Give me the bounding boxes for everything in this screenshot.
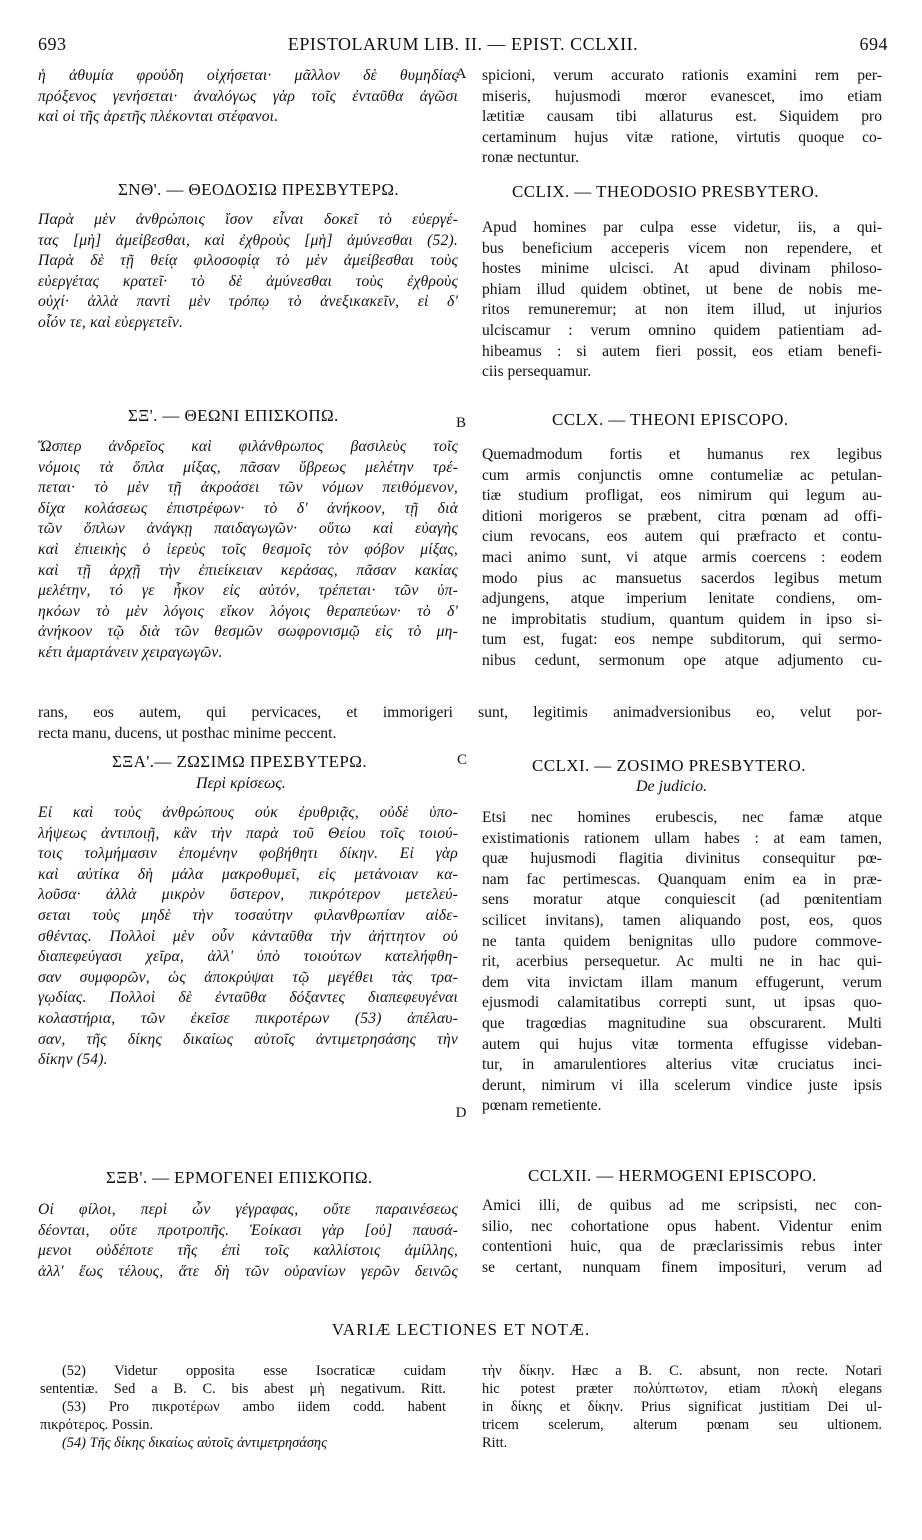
latin-line: ciis persequamur. [482,363,592,381]
greek-line: σαν, τῆς δίκης δικαίως αὐτοῖς ἀντιμετρησάσης τὴν [38,1030,458,1048]
latin-line: tiæ studium profligat, eos nimirum qui legum au- [482,487,882,505]
greek-line: κέτι ἁμαρτάνειν χειραγωγῶν. [38,643,223,661]
latin-heading-259: CCLIX. — THEODOSIO PRESBYTERO. [512,182,819,201]
latin-line: Apud homines par culpa esse videtur, iis, a qui- [482,219,882,236]
note-line: in δίκης et δίκην. Prius significat justitiam Dei ul- [482,1399,882,1415]
greek-line: μελέτην, τό γε ἧκον εἰς αὐτόν, τρέπεται· τῶν ὑπ- [38,582,458,600]
latin-line: dem vita invictam illam manum effugerunt, verum [482,973,882,991]
latin-line: ne tanta quidem benignitas ullo pudore commove- [482,932,882,950]
latin-intro-line: ronæ nectuntur. [482,149,580,167]
greek-line: Ὥσπερ ἀνδρεῖος καὶ φιλάνθρωπος βασιλεὺς τοῖς [38,438,458,455]
latin-text-262 [482,1196,882,1278]
latin-line: Quemadmodum fortis et humanus rex legibus [482,446,882,463]
greek-intro-line: καὶ οἱ τῆς ἀρετῆς πλέκονται στέφανοι. [38,108,279,126]
greek-line: δέονται, οὔτε προτροπῆς. Ἐοίκασι γὰρ [οὐ] παυσά- [38,1221,458,1239]
latin-heading-261: CCLXI. — ZOSIMO PRESBYTERO. [532,756,806,775]
greek-line: σθέντας. Πολλοὶ μὲν οὖν κἀνταῦθα τὴν ἀήττητον οὐ [38,927,458,945]
latin-line: ditioni morigeros se præbent, citra pœnam ad offi- [482,507,882,525]
latin-heading-260: CCLX. — THEONI EPISCOPO. [552,410,789,429]
latin-line: scilicet invitans), tamen aliquando post, eos, quos [482,911,882,929]
greek-line: δίχα κολάσεως ἐπιστρέφων· τὸ δ' ἀνήκοον, τῇ διὰ [38,499,458,517]
note-line: (52) Videtur opposita esse Isocraticæ cuidam [62,1363,446,1379]
latin-line: ritos remuneremur; at non item illud, ut injurios [482,301,882,319]
latin-line: se certant, nunquam finem impositurі, verum ad [482,1258,882,1276]
greek-line: νόμοις τὰ ὅπλα μίξας, πᾶσαν ὕβρεως μελέτην τρέ- [38,458,458,476]
greek-line: Παρὰ δὲ τῇ θείᾳ φιλοσοφίᾳ τὸ μὲν ἀμείβεσθαι τοὺς [38,252,458,270]
latin-line: phiam illud quidem obtinet, ut bene de nobis me- [482,280,882,298]
greek-text-262 [38,1200,458,1282]
latin-line: que tragœdias magnitudine sua obscurarent. Multi [482,1014,882,1032]
greek-text-260 [38,437,458,664]
greek-line: ηκόων τὸ μὲν λόγοις εἴκον λόγοις θεραπεύων· τὸ δ' [38,602,458,620]
greek-line: τοις τολμήμασιν ἑπομένην φοβήθητι δίκην. Εἰ γὰρ [38,845,458,863]
latin-line: bus beneficium acceperis vicem non rependere, et [482,239,882,257]
greek-intro [38,66,458,128]
latin-line: Etsi nec homines erubescis, nec famæ atque [482,809,882,826]
greek-text-261 [38,803,458,1071]
note-line: (54) Τῆς δίκης δικαίως αὐτοῖς ἀντιμετρησάσης [62,1435,327,1451]
greek-line: σεται τοὺς μηδὲ τὴν τοσαύτην φιλανθρωπίαν αἰδε- [38,906,458,924]
margin-letter-a: A [455,66,467,82]
greek-line: Οἱ φίλοι, περὶ ὧν γέγραφας, οὔτε παραινέσεως [38,1201,458,1218]
full-line: recta manu, ducens, ut posthac minime peccent. [38,724,337,742]
latin-line: derunt, nimirum vi illa scelerum vindice juste ipsis [482,1076,882,1094]
latin-line: rit, acerbius persequetur. Ac multi ne in hac qui- [482,953,882,971]
latin-line: autem qui hujus vitæ tormenta effugisse videban- [482,1035,882,1053]
latin-line: Amici illi, de quibus ad me scripsisti, nec con- [482,1197,882,1214]
greek-line: δίκην (54). [38,1051,108,1069]
greek-line: σαν συμφορῶν, ὡς ἀποκρύψαι τῷ μεγέθει τὰς τρα- [38,968,458,986]
note-line: Ritt. [482,1435,508,1451]
greek-line: τας [μὴ] ἀμείβεσθαι, καὶ ἐχθροὺς [μὴ] ἀμύνεσθαι (52). [38,231,458,249]
greek-line: λήψεως ἀντιποιῇ, κἂν τὴν παρὰ τοῦ Θείου τοῖς τοιού- [38,824,458,842]
greek-line: Παρὰ μὲν ἀνθρώποις ἴσον εἶναι δοκεῖ τὸ εὐεργέ- [38,211,458,228]
running-header [38,34,888,58]
latin-line: maci animo sunt, vi atque armis coercens : eodem [482,548,882,566]
latin-text-261 [482,808,882,1117]
note-line: πικρότερος. Possin. [40,1417,154,1433]
latin-line: sens moratur atque conquiescit (ad pœnitentiam [482,891,882,909]
greek-line: τῶν ὅπλων ἀνάγκῃ παιδαγωγῶν· οὕτω καὶ εὐαγὴς [38,520,458,538]
greek-intro-line: ἡ ἀθυμία φρούδη οἰχήσεται· μᾶλλον δὲ θυμηδίας [38,67,458,84]
notes-right-column [482,1362,882,1452]
note-line: (53) Pro πικροτέρων ambo iidem codd. habent [62,1399,446,1415]
full-line: rans, eos autem, qui pervicaces, et immorigeri sunt, legitimis animadversionibus eo, velut por- [38,704,882,721]
latin-line: tur, in amarulentiores alterius vitæ cruciatus inci- [482,1056,882,1074]
latin-line: tum est, fugat: eos nempe subditorum, qui sermo- [482,631,882,649]
latin-heading-262: CCLXII. — HERMOGENI EPISCOPO. [528,1166,817,1185]
greek-line: διαπεφεύγασι χεῖρα, ἀλλ' ὑπὸ τοιούτων κατελήφθη- [38,948,458,966]
greek-line: καὶ τῇ ἀρχῇ τὴν ἐπιείκειαν κεράσας, πᾶσαν κακίας [38,561,458,579]
greek-heading-260: ΣΞ'. — ΘΕΩΝΙ ΕΠΙΣΚΟΠΩ. [128,406,339,425]
latin-line: quæ hujusmodi flagitia divinitus consequitur pœ- [482,850,882,868]
latin-subtitle-261: De judicio. [636,778,708,795]
full-width-text-260 [38,703,882,744]
page-number-right: 694 [859,34,888,54]
greek-line: εὐεργέτας κρατεῖ· τὸ δὲ ἀμύνεσθαι τοὺς ἐχθροὺς [38,272,458,290]
note-line: τὴν δίκην. Hæc a B. C. absunt, non recte. Notari [482,1363,882,1379]
greek-line: Εἰ καὶ τοὺς ἀνθρώπους οὐκ ἐρυθριᾷς, οὐδὲ ὑπο- [38,804,458,821]
latin-line: silio, nec cohortatione opus habent. Videntur enim [482,1217,882,1235]
margin-letter-b: B [455,415,466,431]
note-line: sententiæ. Sed a B. C. bis abest μὴ negativum. Ritt. [40,1381,446,1397]
greek-line: ἀλλ' ἕως τέλους, ἅτε δὴ τῶν οὐρανίων γερῶν δεινῶς [38,1262,458,1280]
greek-line: οἷόν τε, καὶ εὐεργετεῖν. [38,313,184,331]
greek-line: καὶ ἐπιεικὴς ὁ ἱερεὺς τοῖς θεσμοῖς τὸν φόβον μίξας, [38,540,458,558]
latin-line: ejusmodi calamitatibus correpti sunt, ut ipsas quo- [482,994,882,1012]
latin-line: pœnam remetiente. [482,1097,602,1115]
greek-text-259 [38,210,458,334]
latin-line: existimationis rationem ullam habes : at eam tamen, [482,829,882,847]
latin-text-260 [482,445,882,672]
greek-subtitle-261: Περὶ κρίσεως. [196,775,286,792]
latin-line: ulciscamur : verum omnino quidem patientiam ad- [482,321,882,339]
latin-line: cum armis conjunctis omne contumeliæ ac petulan- [482,466,882,484]
greek-line: λοῦσα· ἀλλὰ μικρὸν ὕστερον, πικρότερον μετελεύ- [38,886,458,904]
latin-line: ne improbitatis studium, quantum quidem in ipso si- [482,610,882,628]
greek-line: ἀνήκοον τῷ διὰ τῶν θεσμῶν σωφρονισμῷ εἰς τὸ μη- [38,623,458,641]
latin-intro-line: miseris, hujusmodi mœror evanescet, imo etiam [482,87,882,105]
latin-intro [482,66,882,169]
greek-line: καὶ αὐτίκα δὴ μάλα μακροθυμεῖ, εἰς μετάνοιαν κα- [38,865,458,883]
latin-line: nam fac pertimescas. Quanquam enim ea in præ- [482,870,882,888]
page-number-left: 693 [38,34,67,54]
greek-line: πεται· τὸ μὲν τῇ ἀκροάσει τῶν νόμων πειθόμενον, [38,479,458,497]
greek-heading-262: ΣΞΒ'. — ΕΡΜΟΓΕΝΕΙ ΕΠΙΣΚΟΠΩ. [106,1168,373,1187]
latin-line: modo pius ac mansuetus sacerdos legibus metum [482,569,882,587]
greek-line: μενοι οὐδέποτε τῆς ἐπὶ τοῖς καλλίστοις ἁμίλλης, [38,1242,458,1260]
running-title: EPISTOLARUM LIB. II. — EPIST. CCLXII. [287,34,639,54]
latin-intro-line: spicioni, verum accurato rationis examini rem per- [482,67,882,84]
latin-intro-line: certaminum hujus vitæ ratione, virtutis quoque co- [482,128,882,146]
latin-line: contentioni huic, qua de præclarissimis rebus inter [482,1238,882,1256]
latin-line: hibeamus : si autem fieri possit, eos etiam benefi- [482,342,882,360]
greek-line: γῳδίας. Πολλοὶ δὲ ἐνταῦθα δόξαντες διαπεφευγέναι [38,989,458,1007]
latin-line: cium revocans, eos autem qui præfracto et contu- [482,528,882,546]
note-line: tricem scelerum, alterum pœnam seu ultionem. [482,1417,882,1433]
latin-line: nibus cedunt, sermonum ope atque adjumento cu- [482,651,882,669]
latin-intro-line: lætitiæ causam tibi allaturus est. Siquidem pro [482,108,882,126]
greek-intro-line: πρόξενος γενήσεται· ἀναλόγως γὰρ τοῖς ἐνταῦθα ἀγῶσι [38,87,458,105]
greek-heading-261: ΣΞΑ'.— ΖΩΣΙΜΩ ΠΡΕΣΒΥΤΕΡΩ. [112,752,367,771]
latin-text-259 [482,218,882,383]
latin-line: hostes minime ulcisci. At apud divinam philoso- [482,260,882,278]
latin-line: adjungens, atque imperium lenitate condiens, om- [482,590,882,608]
greek-heading-259: ΣΝΘ'. — ΘΕΟΔΟΣΙΩ ΠΡΕΣΒΥΤΕΡΩ. [118,180,400,199]
greek-line: οὐχί· ἀλλὰ παντὶ μὲν τρόπῳ τὸ ἀνεξικακεῖν, εἰ δ' [38,293,458,311]
margin-letter-d: D [455,1105,467,1121]
note-line: hic potest præter πολύπτωτον, etiam πλοκὴ elegans [482,1381,882,1397]
notes-left-column [40,1362,446,1452]
notes-title: VARIÆ LECTIONES ET NOTÆ. [331,1320,591,1339]
margin-letter-c: C [456,752,467,768]
greek-line: κολαστήρια, τῶν ἐκεῖσε πικροτέρων (53) ἀπέλαυ- [38,1009,458,1027]
